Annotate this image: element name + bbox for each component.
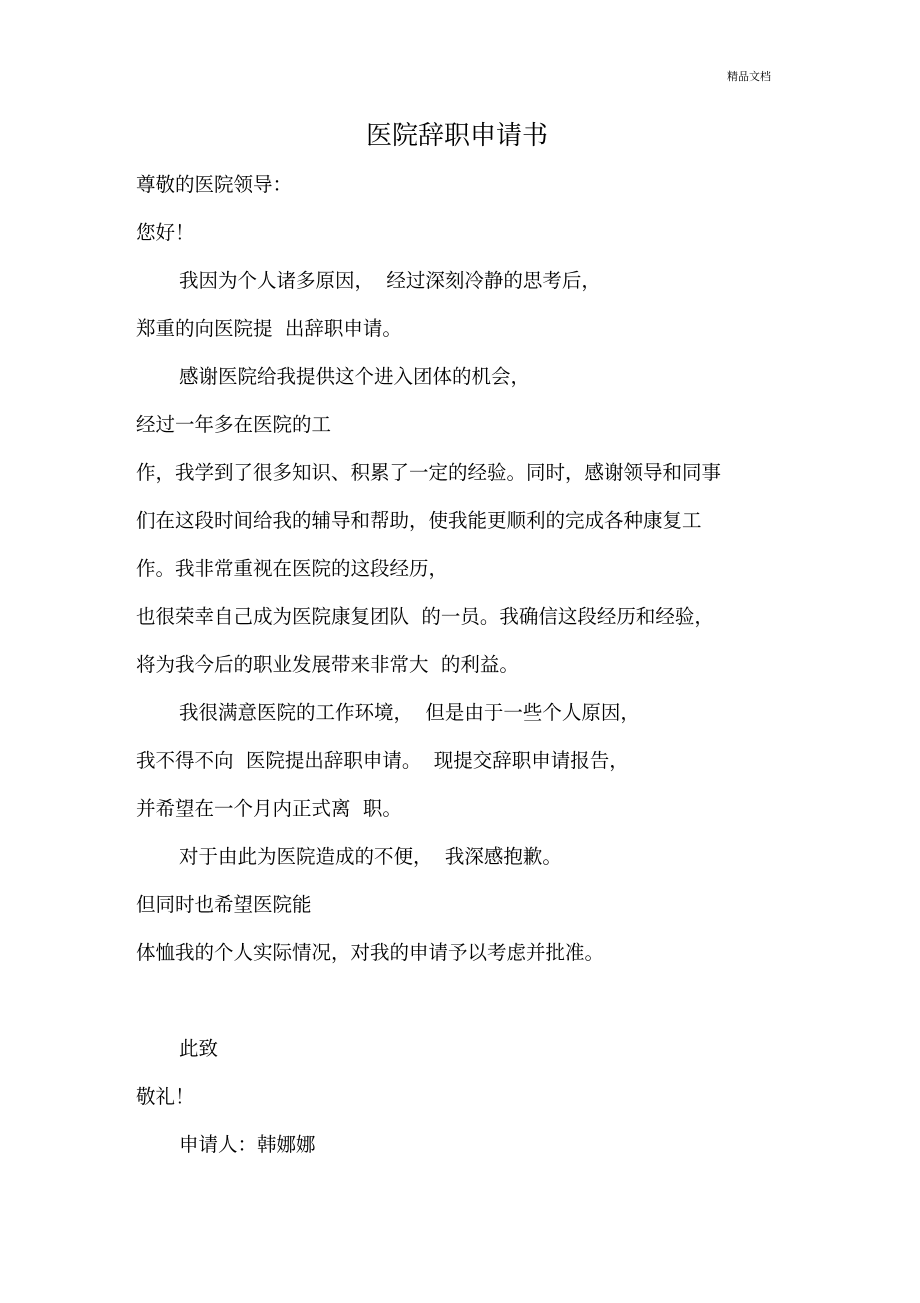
body-line: 郑重的向医院提 出辞职申请。: [136, 317, 402, 340]
body-line: 也很荣幸自己成为医院康复团队 的一员。我确信这段经历和经验，: [136, 605, 714, 628]
body-line: 我不得不向 医院提出辞职申请。 现提交辞职申请报告，: [136, 749, 629, 772]
body-line: 们在这段时间给我的辅导和帮助，使我能更顺利的完成各种康复工: [136, 509, 702, 532]
body-line: 但同时也希望医院能: [136, 893, 312, 916]
body-line: 对于由此为医院造成的不便， 我深感抱歉。: [179, 845, 562, 868]
body-line: 感谢医院给我提供这个进入团体的机会，: [179, 365, 531, 388]
closing-line-2: 敬礼！: [136, 1085, 195, 1108]
body-line: 经过一年多在医院的工: [136, 413, 332, 436]
applicant-signature: 申请人：韩娜娜: [179, 1133, 316, 1156]
body-line: 我很满意医院的工作环境， 但是由于一些个人原因，: [179, 701, 640, 724]
body-line: 将为我今后的职业发展带来非常大 的利益。: [136, 653, 519, 676]
body-line: 作，我学到了很多知识、积累了一定的经验。同时，感谢领导和同事: [136, 461, 722, 484]
salutation: 尊敬的医院领导：: [136, 173, 293, 196]
watermark-label: 精品文档: [727, 70, 771, 83]
body-line: 作。我非常重视在医院的这段经历，: [136, 557, 449, 580]
greeting: 您好！: [136, 221, 195, 244]
body-line: 体恤我的个人实际情况，对我的申请予以考虑并批准。: [136, 941, 605, 964]
closing-line-1: 此致: [179, 1037, 219, 1060]
body-line: 我因为个人诸多原因， 经过深刻冷静的思考后，: [179, 269, 601, 292]
body-line: 并希望在一个月内正式离 职。: [136, 797, 402, 820]
document-title: 医院辞职申请书: [365, 121, 548, 151]
